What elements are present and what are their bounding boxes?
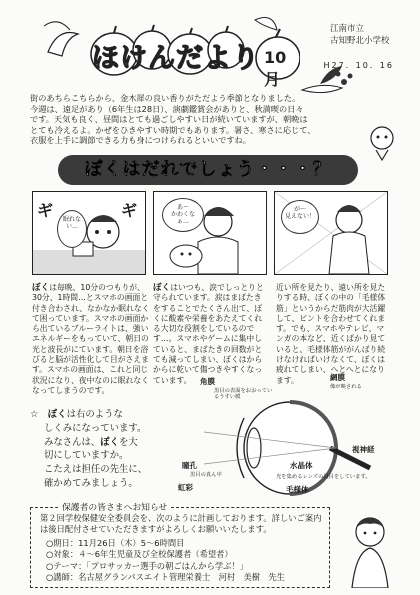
- label-iris: 虹彩: [178, 483, 193, 492]
- note-lead: ぼく: [100, 436, 120, 448]
- notice-details: [46, 538, 326, 583]
- star-icon: ☆: [30, 409, 39, 420]
- speech-bubble: 眠れない…: [57, 210, 87, 248]
- column-lead: ぼく: [153, 283, 171, 293]
- newsletter-title-area: [40, 12, 300, 89]
- label-retina: 網膜: [330, 373, 345, 382]
- column-lead: ぼく: [32, 283, 50, 293]
- comic-panel-1: [32, 191, 146, 275]
- column-sleep: [32, 283, 152, 396]
- column-text: は毎晩、10分のつもりが、30分、1時間…とスマホの画面と付き合わされ、なかなか眠れなくて困っています。スマホの画面から出ているブルーライトは、強いエネルギーをもっていて、朝日の光と波長がにています。朝日を浴びると脳が活性化して目がさえます。スマホの画面は、これと同じ状況になり、夜中なのに眠れなくなってしまうのです。: [32, 283, 150, 395]
- school-school: 古知野北小学校: [330, 35, 390, 46]
- comic-sfx: ギ: [37, 201, 54, 220]
- newsletter-month: 10月: [264, 48, 287, 89]
- note-line: 切にしていますか。: [44, 450, 129, 462]
- column-focus: [276, 283, 388, 386]
- comic-sfx: ギ: [121, 201, 138, 220]
- label-ciliary-body: 毛様体: [286, 485, 309, 494]
- note-line: は右のような: [66, 409, 123, 420]
- notice-item-target: ○対象：４〜6年生児童及び全校保護者（希望者）: [46, 549, 233, 560]
- issue-date: H27．10．16: [323, 61, 394, 70]
- school-city: 江南市立: [330, 24, 365, 34]
- column-text: はいつも、涙でしっとりと守られています。涙はまばたきをすることでたくさん出て、ぼくに酸素や栄養をあたえてくれる大切な役割をしているのです…。スマホやゲームに集中していると、まばたきの回数がとても減ってしまい、ぼくはからからに乾いて傷つきやすくなっています。: [153, 283, 264, 385]
- label-optic-nerve: 視神経: [352, 445, 375, 454]
- note-line: を大: [119, 436, 138, 448]
- school-name: [330, 24, 398, 47]
- note-line: みなさんは、: [44, 436, 101, 448]
- column-tears: [153, 283, 269, 386]
- notice-title: [58, 500, 171, 513]
- nurse-illustration: [340, 510, 400, 588]
- label-lens-note: 光を集めるレンズの役目をしています。: [276, 474, 371, 480]
- note-line: しくみになっています。: [44, 422, 147, 434]
- label-lens: 水晶体: [290, 461, 313, 470]
- intro-line: です。天気も良く、昼間はとても過ごしやすい日が続いていますが、朝晩は: [30, 114, 308, 125]
- note-line: こたえは担任の先生に、: [44, 464, 148, 476]
- quiz-note: [30, 408, 148, 491]
- notice-item-lecturer: ○講師：名古屋グランパスエイト管理栄養士 河村 美樹 先生: [46, 571, 285, 582]
- note-lead: ぼく: [47, 409, 67, 420]
- label-pupil: 瞳孔: [182, 461, 197, 470]
- label-retina-note: 像が映される: [330, 384, 362, 390]
- note-line: 確かめてみましょう。: [44, 477, 138, 489]
- comic-panel-3: [274, 191, 388, 275]
- label-cornea: 角膜: [200, 377, 215, 386]
- label-pupil-note: 黒目の真ん中: [190, 472, 222, 478]
- speech-bubble: が〜 見えない！: [281, 200, 319, 234]
- intro-line: 衣服を上手に調節できる力も身につけられるといいですね。: [30, 135, 251, 146]
- notice-body: 第２回学校保健安全委員会を、次のように計画しております。詳しいご案内は後日配付させていただきますがよろしくお願いいたします。: [40, 513, 322, 534]
- character-decoration: [362, 120, 402, 164]
- intro-text: [30, 93, 348, 146]
- intro-line: とても冷えるよ。かぜをひきやすい時期でもあります。暑さ、寒さに応じて、: [30, 124, 316, 135]
- notice-title-text: 保護者の皆さまへお知らせ: [62, 503, 168, 513]
- notice-item-theme: ○テーマ：「プロサッカー選手の朝ごはんから学ぶ！」: [46, 560, 249, 571]
- comic-panel-2: [153, 191, 267, 275]
- label-cornea-note: 黒目の表面をおおっているうすい膜: [214, 388, 273, 401]
- speech-bubble: あ〜 かわくなぁ…: [162, 198, 204, 232]
- column-text: 近い所を見たり、遠い所を見たりする時、ぼくの中の「毛様体筋」というからだ筋肉が大活躍して、ピントを合わせてくれます。でも、スマホやテレビ、マンガの本など、近くばかり見ていると、毛様体筋ががんばり続けなければいけなくて、ぼくは疲れてしまい、へとへとになります。: [276, 283, 386, 385]
- notice-item-date: ○期日：11月26日（木）5〜6時間目: [46, 538, 185, 548]
- newsletter-title: ほけんだより: [92, 43, 260, 74]
- headline-banner: ぼくはだれでしょう・・・？: [58, 155, 358, 185]
- intro-line: 今週は、遠足があり（6年生は28日）、演劇鑑賞会がありと、秋満喫の日々: [30, 103, 304, 114]
- intro-line: 街のあちらこちらから、金木犀の良い香りがただよう季節となりました。: [30, 93, 301, 103]
